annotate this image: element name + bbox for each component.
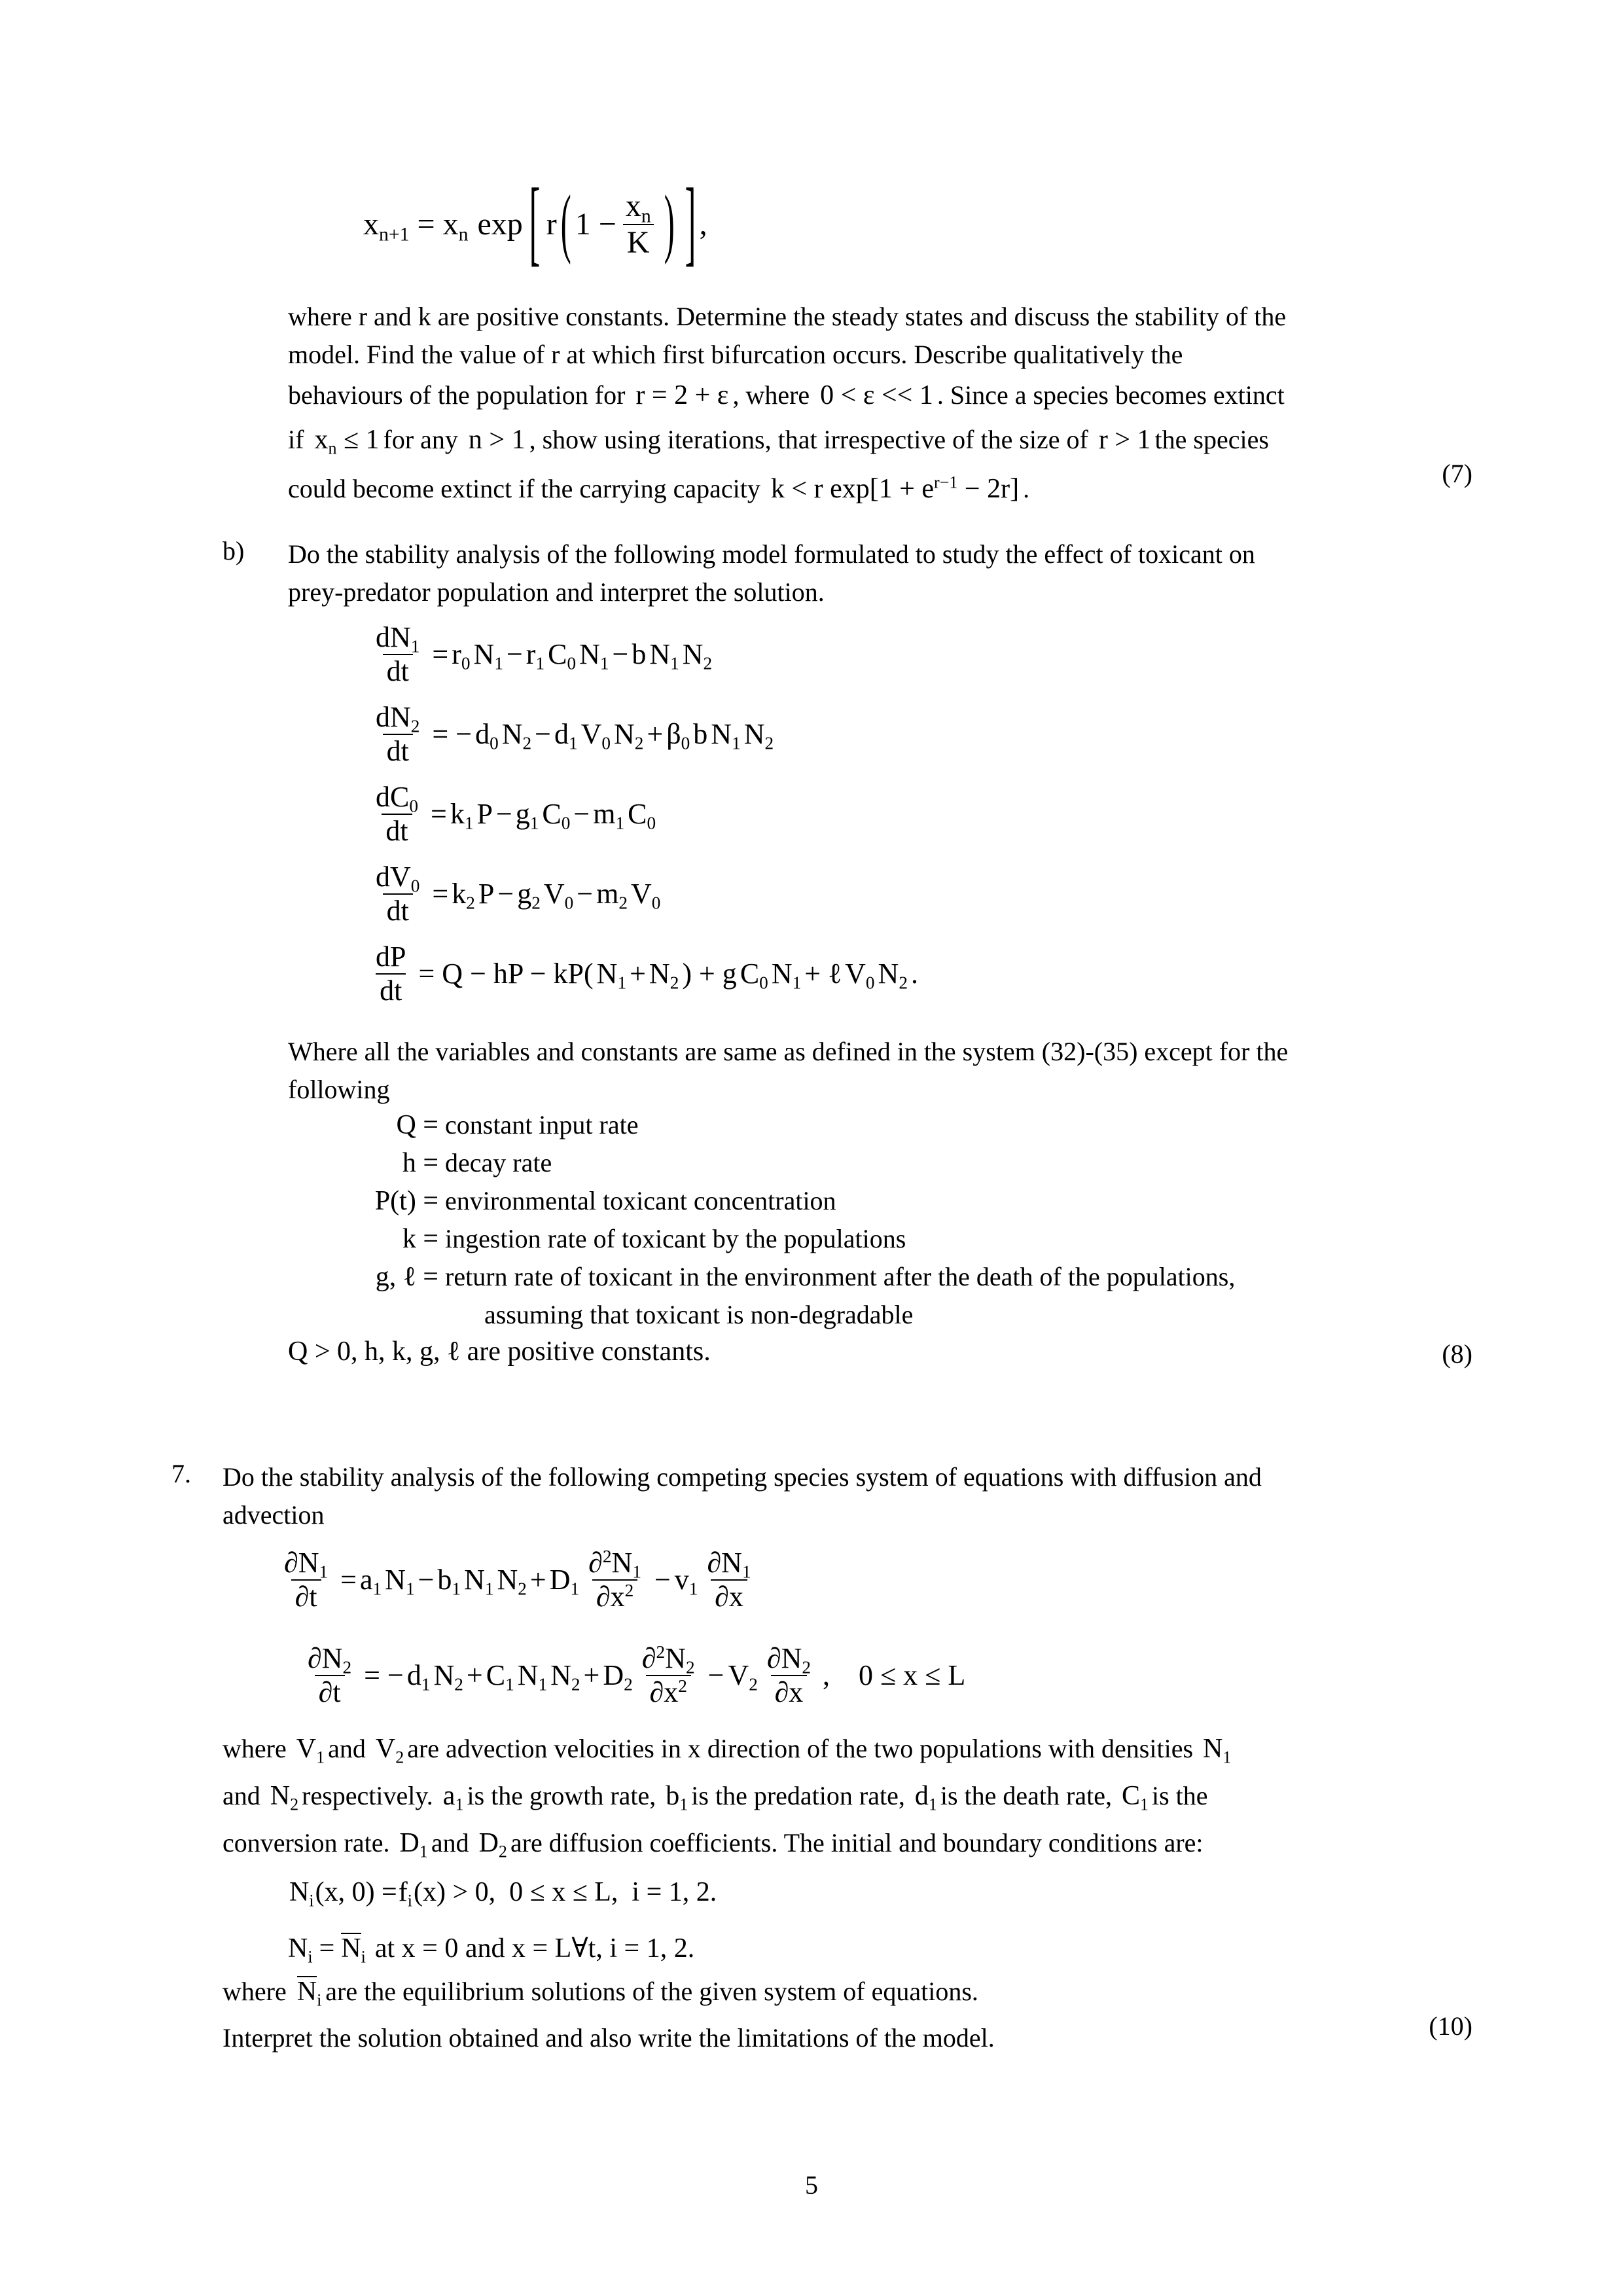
- text-c: are advection velocities in x direction of the two populations with densities: [407, 1734, 1194, 1763]
- math-token: $N_1$: [517, 1659, 548, 1695]
- derivative-denominator: dt: [376, 973, 406, 1006]
- inline-math-C1: $C_1$: [1121, 1781, 1149, 1814]
- page-number: 5: [805, 2170, 818, 2200]
- second-derivative-N2: [638, 1643, 699, 1708]
- math-token: $V_0$: [845, 957, 875, 993]
- text-c: are diffusion coefficients. The initial and boundary conditions are:: [510, 1828, 1204, 1857]
- math-token: $N_1$: [464, 1563, 494, 1599]
- paragraph-where-variables: [288, 1033, 1472, 1109]
- eq-trailing-comma: ,: [699, 206, 707, 242]
- inline-math-V1: $V_1$: [296, 1734, 325, 1767]
- math-token: $k_1$: [450, 797, 474, 833]
- derivative-dP-dt: [372, 942, 410, 1006]
- eq-one-minus: 1 −: [575, 206, 616, 242]
- math-token: $C_0$: [548, 637, 577, 673]
- math-token: $D_2$: [603, 1659, 633, 1695]
- text-d: is the predation rate,: [691, 1781, 905, 1810]
- math-token: −: [535, 717, 551, 750]
- definition-text: ingestion rate of toxicant by the populations: [445, 1224, 906, 1253]
- ode-1-rhs: [429, 637, 713, 673]
- math-token: $C_1$: [486, 1659, 514, 1695]
- para-line-5-text-a: could become extinct if the carrying capacity: [288, 474, 760, 503]
- eq-lhs: $x_{n+1}$: [363, 206, 410, 245]
- text-a: where: [223, 1734, 287, 1763]
- partial-numerator: $\partial N_2$: [308, 1641, 352, 1677]
- math-token: $C_0$: [628, 797, 656, 833]
- pde-2-advection-coefficient: $V_2$: [728, 1659, 758, 1695]
- definition-text: environmental toxicant concentration: [445, 1186, 836, 1215]
- math-token: $r_1$: [526, 637, 545, 673]
- para-line-4-text-c: , show using iterations, that irrespective of the size of: [529, 425, 1088, 454]
- marks-10: (10): [1429, 2011, 1472, 2041]
- math-token: $N_1$: [385, 1563, 415, 1599]
- partial-denominator: $\partial x^2$: [646, 1675, 691, 1708]
- partial-denominator: ∂x: [711, 1579, 747, 1612]
- eq-equals: =: [417, 206, 435, 242]
- bracket-open: [: [529, 170, 541, 276]
- pde-2-rhs-terms: [361, 1659, 633, 1695]
- math-token: + ℓ: [804, 957, 842, 990]
- derivative-numerator: $dN_1$: [376, 620, 420, 656]
- inline-math-N-bar-i: $N_i$: [296, 1977, 322, 2010]
- second-derivative-N1: [584, 1548, 645, 1612]
- paren-close: ): [664, 181, 675, 266]
- ode-equation-2: [366, 698, 918, 770]
- math-token: −: [506, 637, 523, 670]
- math-token: $N_2$: [614, 717, 644, 753]
- boundary-conditions: [288, 1869, 717, 1972]
- math-token: P: [478, 877, 495, 910]
- math-token: $d_0$: [475, 717, 499, 753]
- inline-math-D2: $D_2$: [478, 1828, 507, 1861]
- math-token: b: [693, 717, 708, 750]
- text-b: and: [431, 1828, 469, 1857]
- inline-math-r-gt-1: r > 1: [1098, 425, 1151, 455]
- math-token: +: [529, 1563, 546, 1596]
- derivative-dN2-dt: [372, 702, 423, 766]
- math-token: $N_2$: [878, 957, 908, 993]
- pde-equation-2: [275, 1632, 965, 1719]
- math-token: $g_2$: [517, 877, 541, 913]
- math-token: +: [583, 1659, 600, 1691]
- math-token: .: [910, 957, 918, 990]
- final-line-2: Interpret the solution obtained and also write the limitations of the model.: [223, 2023, 995, 2053]
- partial-numerator: $\partial^2N_2$: [641, 1641, 695, 1677]
- math-token: +: [630, 957, 646, 990]
- definition-row: [288, 1182, 1472, 1220]
- para-line-4-text-b: for any: [383, 425, 458, 454]
- derivative-denominator: dt: [383, 734, 413, 766]
- item-b-line-2: prey-predator population and interpret the solution.: [288, 577, 825, 607]
- math-token: $N_1$: [473, 637, 503, 673]
- math-token: =: [431, 797, 447, 830]
- definition-symbol: g, ℓ =: [375, 1262, 438, 1292]
- inline-math-epsilon-range: 0 < ε << 1: [820, 380, 933, 410]
- ode-equation-3: [366, 778, 918, 850]
- derivative-numerator: $dV_0$: [376, 860, 420, 896]
- condition-equals: =: [319, 1933, 335, 1964]
- text-a: conversion rate.: [223, 1828, 390, 1857]
- partial-numerator: $\partial N_2$: [766, 1641, 812, 1677]
- math-token: −: [577, 877, 594, 910]
- math-token: = −: [364, 1659, 404, 1691]
- pde-2-domain: , 0 ≤ x ≤ L: [823, 1659, 966, 1691]
- inline-math-r-equals: r = 2 + ε: [635, 380, 729, 410]
- math-token: $b_1$: [437, 1563, 461, 1599]
- paragraph-item-7: [223, 1458, 1472, 1534]
- eq-x-n: $x_n$: [442, 206, 469, 245]
- math-token: ) + g: [682, 957, 737, 990]
- math-token: $N_2$: [649, 957, 679, 993]
- eq-exp: exp: [477, 206, 523, 242]
- math-token: =: [432, 637, 449, 670]
- inline-math-D1: $D_1$: [399, 1828, 428, 1861]
- math-token: = Q − hP − kP(: [418, 957, 594, 990]
- math-token: $V_0$: [543, 877, 574, 913]
- definition-row: [288, 1258, 1472, 1296]
- ode-system: [366, 619, 918, 1010]
- inline-math-n-gt-1: n > 1: [468, 425, 526, 455]
- text-b: are the equilibrium solutions of the given system of equations.: [325, 1977, 978, 2006]
- fraction-xn-over-K: [622, 190, 655, 260]
- math-token: +: [647, 717, 664, 750]
- eq-r: r: [546, 206, 557, 242]
- ode-2-rhs: [429, 717, 774, 753]
- where-V-line-1: [223, 1725, 1472, 1772]
- math-token: $C_0$: [740, 957, 768, 993]
- para-line-2: model. Find the value of r at which first bifurcation occurs. Describe qualitatively the: [288, 340, 1183, 369]
- math-token: $r_0$: [452, 637, 471, 673]
- para-line-4-text-a: if: [288, 425, 304, 454]
- definition-row: [288, 1106, 1472, 1144]
- para-line-3-text-b: , where: [732, 380, 810, 410]
- derivative-denominator: dt: [383, 654, 413, 687]
- definition-text: constant input rate: [445, 1110, 639, 1139]
- partial-dN2-dt: [304, 1643, 355, 1708]
- math-token: $f_i$: [398, 1876, 412, 1910]
- math-token: $V_0$: [630, 877, 661, 913]
- pde-1-minus: −: [654, 1563, 671, 1596]
- bracket-close: ]: [685, 170, 696, 276]
- condition-N-bar-i: $N_i$: [341, 1933, 366, 1967]
- item-7-line-2: advection: [223, 1500, 325, 1530]
- math-token: $N_1$: [579, 637, 609, 673]
- math-token: −: [612, 637, 629, 670]
- where-vars-line-1: Where all the variables and constants are same as defined in the system (32)-(35) except for the: [288, 1037, 1289, 1066]
- math-token: $N_2$: [433, 1659, 463, 1695]
- math-token: $N_2$: [550, 1659, 580, 1695]
- definition-symbol: Q =: [396, 1110, 438, 1140]
- partial-denominator: ∂t: [315, 1675, 345, 1708]
- definition-row: [288, 1144, 1472, 1182]
- fraction-numerator: $x_n$: [625, 188, 651, 227]
- derivative-denominator: dt: [383, 893, 413, 926]
- derivative-numerator: $dC_0$: [376, 780, 418, 816]
- definitions-list: [288, 1106, 1472, 1371]
- math-token: $N_1$: [596, 957, 627, 993]
- partial-numerator: $\partial N_1$: [707, 1546, 751, 1582]
- item-label-7: 7.: [171, 1459, 191, 1488]
- paragraph-where-constants: [288, 298, 1472, 515]
- math-token: $m_1$: [593, 797, 625, 833]
- pde-1-rhs-terms: [337, 1563, 580, 1599]
- text-a: where: [223, 1977, 287, 2006]
- para-line-1: where r and k are positive constants. Determine the steady states and discuss the stability of the: [288, 302, 1287, 331]
- math-token: P: [476, 797, 493, 830]
- math-token: =: [432, 877, 449, 910]
- paren-open: (: [560, 181, 571, 266]
- item-b-line-1: Do the stability analysis of the following model formulated to study the effect of toxicant on: [288, 539, 1255, 569]
- definition-symbol: k =: [402, 1224, 438, 1254]
- text-b: respectively.: [302, 1781, 433, 1810]
- derivative-numerator: $dN_2$: [376, 700, 420, 736]
- partial-denominator: $\partial x^2$: [592, 1579, 637, 1612]
- para-line-5-period: .: [1023, 474, 1030, 503]
- derivative-dN1-dt: [372, 622, 423, 687]
- math-token: b: [632, 637, 647, 670]
- fraction-denominator: K: [623, 224, 654, 259]
- where-V-line-3: [223, 1820, 1472, 1867]
- math-token: = −: [432, 717, 473, 750]
- math-token: −: [418, 1563, 435, 1596]
- ode-3-rhs: [427, 797, 656, 833]
- inline-math-d1: $d_1$: [914, 1781, 937, 1814]
- inline-math-xn-le-1: $x_n \le 1$: [314, 425, 380, 458]
- inline-math-k-bound: k < r $\exp[1 + e^{r-1} - 2r]$: [770, 473, 1020, 504]
- math-token: $N_1$: [711, 717, 741, 753]
- math-token: (x, 0) =: [315, 1876, 397, 1907]
- final-line-1: [223, 1967, 1472, 2017]
- text-e: is the death rate,: [940, 1781, 1112, 1810]
- derivative-denominator: dt: [382, 814, 412, 846]
- math-token: $m_2$: [596, 877, 628, 913]
- inline-math-N1: $N_1$: [1203, 1734, 1232, 1767]
- inline-math-a1: $a_1$: [442, 1781, 464, 1814]
- paragraph-item-b: [288, 535, 1472, 611]
- paragraph-final: [223, 1967, 1472, 2060]
- definition-text: decay rate: [445, 1148, 552, 1177]
- math-token: $N_2$: [743, 717, 774, 753]
- inline-math-N2: $N_2$: [270, 1781, 299, 1814]
- para-line-5: [288, 463, 1472, 515]
- para-line-3-text-c: . Since a species becomes extinct: [936, 380, 1285, 410]
- positive-constants-line: Q > 0, h, k, g, ℓ are positive constants.: [288, 1336, 711, 1367]
- item-label-b: b): [223, 536, 245, 565]
- math-token: −: [573, 797, 590, 830]
- para-line-3: [288, 374, 1472, 417]
- where-V-line-2: [223, 1772, 1472, 1820]
- condition-initial-expression: [288, 1876, 717, 1910]
- ode-equation-1: [366, 619, 918, 691]
- where-vars-line-2: following: [288, 1075, 390, 1104]
- definition-text: return rate of toxicant in the environment after the death of the populations,: [445, 1262, 1236, 1291]
- math-token: $N_1$: [771, 957, 802, 993]
- item-7-line-1: Do the stability analysis of the following competing species system of equations with diffusion and: [223, 1462, 1262, 1492]
- math-token: $N_2$: [682, 637, 713, 673]
- math-token: $D_1$: [549, 1563, 580, 1599]
- partial-numerator: $\partial^2N_1$: [588, 1546, 641, 1582]
- math-token: $a_1$: [360, 1563, 382, 1599]
- pde-equation-1: [275, 1537, 965, 1623]
- ode-5-rhs: [415, 957, 918, 993]
- math-token: −: [497, 877, 514, 910]
- definition-continuation: assuming that toxicant is non-degradable: [484, 1300, 914, 1329]
- math-token: +: [466, 1659, 483, 1691]
- partial-denominator: ∂x: [771, 1675, 808, 1708]
- condition-initial: [288, 1869, 717, 1916]
- ode-4-rhs: [429, 877, 661, 913]
- condition-N-i: $N_i$: [288, 1933, 313, 1967]
- partial-numerator: $\partial N_1$: [284, 1546, 329, 1582]
- math-token: =: [340, 1563, 357, 1596]
- math-token: $N_2$: [501, 717, 532, 753]
- advection-derivative-N2: [763, 1643, 815, 1708]
- derivative-numerator: dP: [376, 940, 406, 973]
- equation-logistic-map: [363, 170, 707, 276]
- inline-math-V2: $V_2$: [375, 1734, 404, 1767]
- marks-8: (8): [1442, 1339, 1472, 1369]
- math-token: $C_0$: [542, 797, 571, 833]
- text-c: is the growth rate,: [467, 1781, 656, 1810]
- ode-equation-5: [366, 938, 918, 1010]
- math-token: −: [495, 797, 512, 830]
- advection-derivative-N1: [703, 1548, 755, 1612]
- partial-denominator: ∂t: [291, 1579, 321, 1612]
- definition-symbol: h =: [402, 1148, 438, 1178]
- text-f: is the: [1151, 1781, 1208, 1810]
- math-token: $g_1$: [515, 797, 539, 833]
- math-token: $N_2$: [497, 1563, 527, 1599]
- para-line-3-text-a: behaviours of the population for: [288, 380, 626, 410]
- math-token: (x) > 0, 0 ≤ x ≤ L, i = 1, 2.: [413, 1876, 717, 1907]
- condition-boundary-text: at x = 0 and x = L∀t, i = 1, 2.: [374, 1933, 695, 1964]
- math-token: $N_1$: [649, 637, 679, 673]
- partial-dN1-dt: [280, 1548, 332, 1612]
- math-token: $d_1$: [554, 717, 578, 753]
- para-line-4-text-d: the species: [1154, 425, 1269, 454]
- pde-system: [275, 1537, 965, 1719]
- para-line-4: [288, 417, 1472, 463]
- paragraph-where-velocities: [223, 1725, 1472, 1867]
- derivative-dV0-dt: [372, 862, 423, 926]
- definition-row: [288, 1220, 1472, 1258]
- ode-equation-4: [366, 858, 918, 930]
- math-token: $k_2$: [452, 877, 475, 913]
- text-a: and: [223, 1781, 260, 1810]
- math-token: $N_i$: [289, 1876, 314, 1910]
- math-token: $V_0$: [580, 717, 611, 753]
- math-token: $d_1$: [406, 1659, 431, 1695]
- condition-boundary: [288, 1925, 717, 1972]
- derivative-dC0-dt: [372, 782, 422, 846]
- pde-1-advection-coefficient: $v_1$: [674, 1563, 698, 1599]
- pde-2-minus: −: [707, 1659, 724, 1691]
- definition-symbol: P(t) =: [374, 1186, 438, 1216]
- marks-7: (7): [1442, 459, 1472, 488]
- inline-math-b1: $b_1$: [666, 1781, 688, 1814]
- text-b: and: [328, 1734, 366, 1763]
- math-token: $\beta_0$: [666, 717, 690, 753]
